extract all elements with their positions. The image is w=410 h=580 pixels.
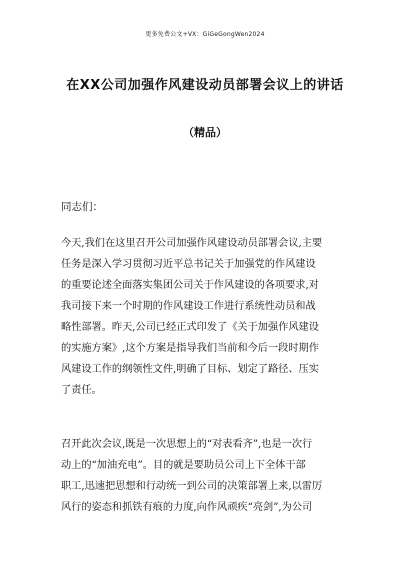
document-title: 在XX公司加强作风建设动员部署会议上的讲话	[66, 78, 344, 93]
paragraph-line: 了责任。	[61, 385, 102, 396]
paragraph-line: 动上的“加油充电”。目的就是要助员公司上下全体干部	[61, 460, 306, 471]
paragraph-line: 风行的姿态和抓铁有痕的力度,向作风顽疾“亮剑”,为公司	[61, 502, 313, 513]
paragraph-line: 今天,我们在这里召开公司加强作风建设动员部署会议,主要	[61, 238, 323, 249]
body-paragraph	[61, 434, 353, 518]
body-paragraph	[61, 233, 353, 401]
paragraph-line: 我司接下来一个时期的作风建设工作进行系统性动员和战	[61, 301, 316, 312]
header-note: 更多免费公文+VX：GiGeGongWen2024	[145, 31, 265, 38]
paragraph-line: 任务是深入学习贯彻习近平总书记关于加强党的作风建设	[61, 259, 316, 270]
paragraph-line: 略性部署。昨天,公司已经正式印发了《关于加强作风建设	[61, 322, 319, 333]
paragraph-line: 职工,迅速把思想和行动统一到公司的决策部署上来,以雷厉	[61, 481, 323, 492]
paragraph-line: 的实施方案》,这个方案是指导我们当前和今后一段时期作	[61, 343, 319, 354]
paragraph-line: 召开此次会议,既是一次思想上的“对表看齐”,也是一次行	[61, 439, 313, 450]
greeting: 同志们：	[61, 201, 103, 213]
document-subtitle: （精品）	[183, 126, 227, 139]
paragraph-line: 风建设工作的纲领性文件,明确了目标、划定了路径、压实	[61, 364, 319, 375]
paragraph-line: 的重要论述全面落实集团公司关于作风建设的各项要求,对	[61, 280, 319, 291]
